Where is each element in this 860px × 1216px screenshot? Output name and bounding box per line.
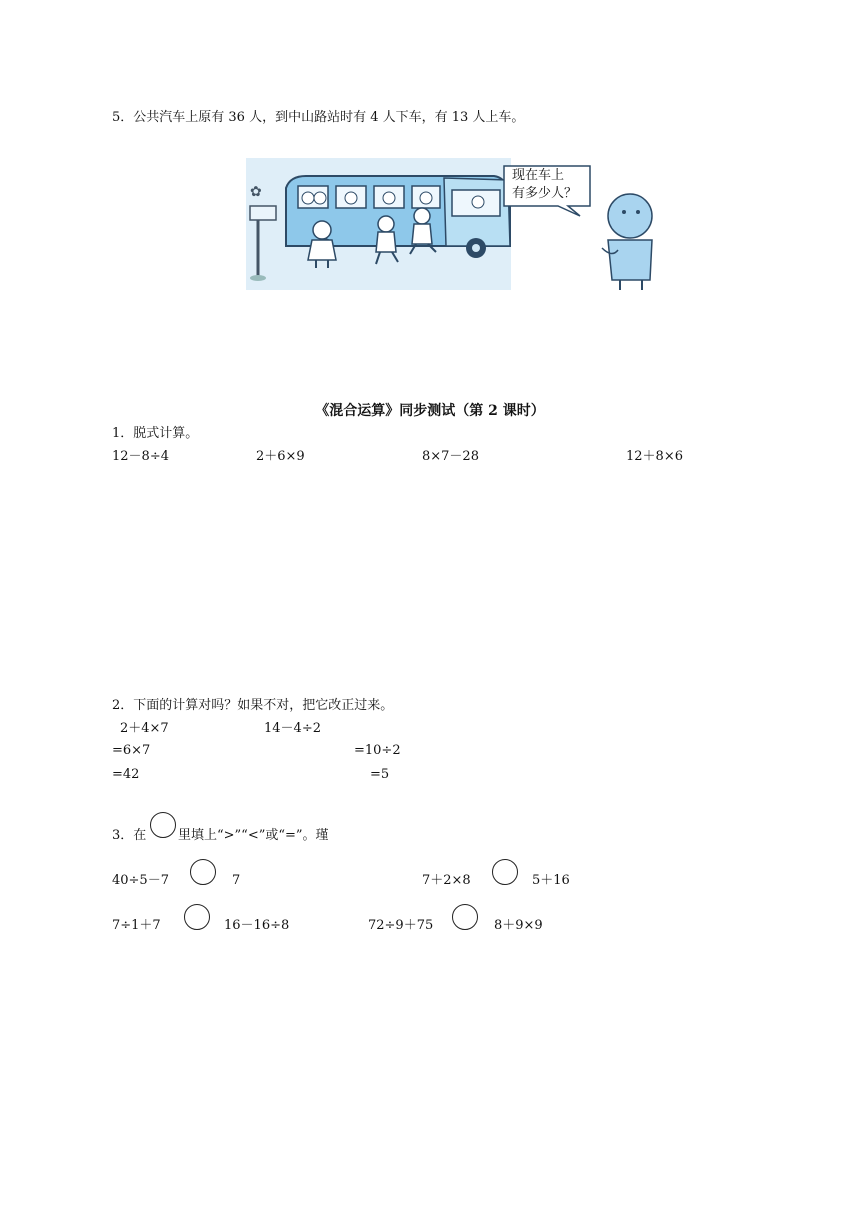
q3-r1-b-answer-circle[interactable] [492, 859, 518, 885]
q2-left-line-1: 2＋4×7 [120, 721, 169, 736]
q1-item-1: 12－8÷4 [112, 449, 169, 464]
section-title: 《混合运算》同步测试（第 2 课时） [315, 403, 545, 419]
q2-right-line-3: =5 [370, 767, 390, 782]
q3-r1-a-answer-circle[interactable] [190, 859, 216, 885]
q2-right-line-1: 14－4÷2 [264, 721, 321, 736]
q1-item-3: 8×7－28 [422, 449, 479, 464]
speech-bubble-line-1: 现在车上 [512, 168, 565, 183]
q3-example-circle [150, 812, 176, 838]
bus-scene-image [246, 158, 656, 294]
q3-r2-a-left: 7÷1＋7 [112, 918, 161, 933]
q3-r2-b-left: 72÷9＋75 [368, 918, 434, 933]
q3-r1-a-right: 7 [232, 873, 241, 888]
q3-r1-b-left: 7＋2×8 [422, 873, 471, 888]
speech-bubble-line-2: 有多少人？ [512, 186, 578, 201]
q3-r1-a-left: 40÷5－7 [112, 873, 169, 888]
q3-r2-b-answer-circle[interactable] [452, 904, 478, 930]
svg-text:✿: ✿ [250, 184, 262, 200]
q3-instruction: 里填上“>”“<”或“=”。瑾 [178, 828, 329, 843]
q2-right-line-2: =10÷2 [354, 743, 401, 758]
q3-r2-a-answer-circle[interactable] [184, 904, 210, 930]
q3-r2-b-right: 8＋9×9 [494, 918, 543, 933]
q1-label: 1．脱式计算。 [112, 426, 199, 441]
q2-left-line-3: =42 [112, 767, 140, 782]
q2-left-line-2: =6×7 [112, 743, 151, 758]
bus-illustration [246, 158, 656, 294]
problem-5-text: 5．公共汽车上原有 36 人，到中山路站时有 4 人下车，有 13 人上车。 [112, 110, 525, 125]
q1-item-2: 2＋6×9 [256, 449, 305, 464]
q1-item-4: 12＋8×6 [626, 449, 683, 464]
q3-r1-b-right: 5＋16 [532, 873, 570, 888]
q2-label: 2．下面的计算对吗？如果不对，把它改正过来。 [112, 698, 394, 713]
q3-r2-a-right: 16－16÷8 [224, 918, 290, 933]
q3-prefix: 3．在 [112, 828, 147, 843]
